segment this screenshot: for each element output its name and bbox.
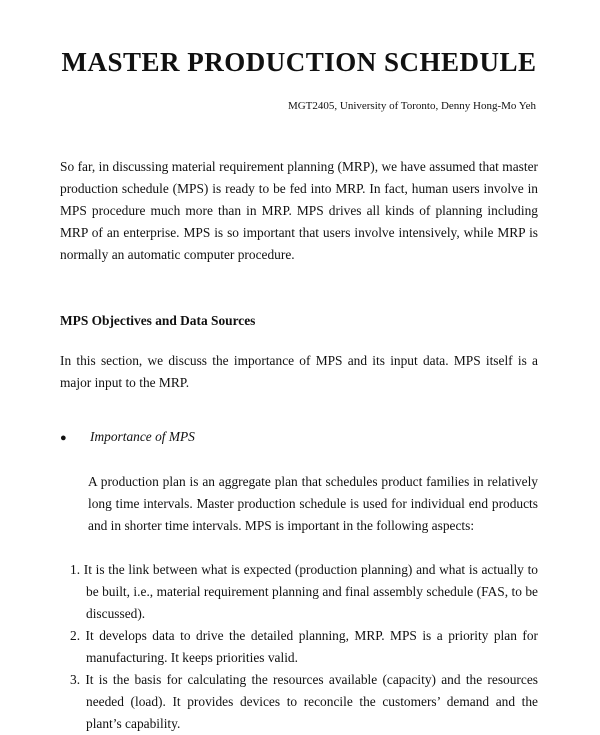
list-item-text: It is the basis for calculating the resources available (capacity) and the resources needed (load). It provides devices to reconcile the customers’ demand and the plant’s capability.: [85, 672, 538, 732]
list-item-text: It is the link between what is expected (production planning) and what is actually to be built, i.e., material requirement planning and final assembly schedule (FAS, to be discussed).: [83, 562, 538, 622]
list-item-text: It develops data to drive the detailed planning, MRP. MPS is a priority plan for manufacturing. It keeps priorities valid.: [85, 628, 538, 666]
list-item-number: 2.: [70, 628, 81, 644]
bullet-item: [60, 426, 538, 449]
list-item: [70, 625, 538, 669]
list-item: [70, 669, 538, 735]
numbered-list: [70, 559, 538, 735]
importance-intro-paragraph: A production plan is an aggregate plan that schedules product families in relatively long time intervals. Master production schedule is used for individual end products and in shorter time intervals. MPS is important in the following aspects:: [88, 474, 538, 534]
list-item: [70, 559, 538, 625]
list-item-number: 1.: [70, 562, 81, 578]
intro-paragraph: So far, in discussing material requirement planning (MRP), we have assumed that master production schedule (MPS) is ready to be fed into MRP. In fact, human users involve in MPS procedure much more than in MRP. MPS drives all kinds of planning including MRP of an enterprise. MPS is so important that users involve intensively, while MRP is normally an automatic computer procedure.: [60, 159, 538, 263]
bullet-icon: ●: [60, 432, 67, 445]
section-heading: MPS Objectives and Data Sources: [60, 313, 256, 329]
section-intro-paragraph: In this section, we discuss the importance of MPS and its input data. MPS itself is a major input to the MRP.: [60, 353, 538, 391]
bullet-label: Importance of MPS: [90, 429, 195, 445]
page-title: MASTER PRODUCTION SCHEDULE: [61, 47, 537, 77]
byline: MGT2405, University of Toronto, Denny Hong-Mo Yeh: [287, 100, 536, 113]
list-item-number: 3.: [70, 672, 81, 688]
